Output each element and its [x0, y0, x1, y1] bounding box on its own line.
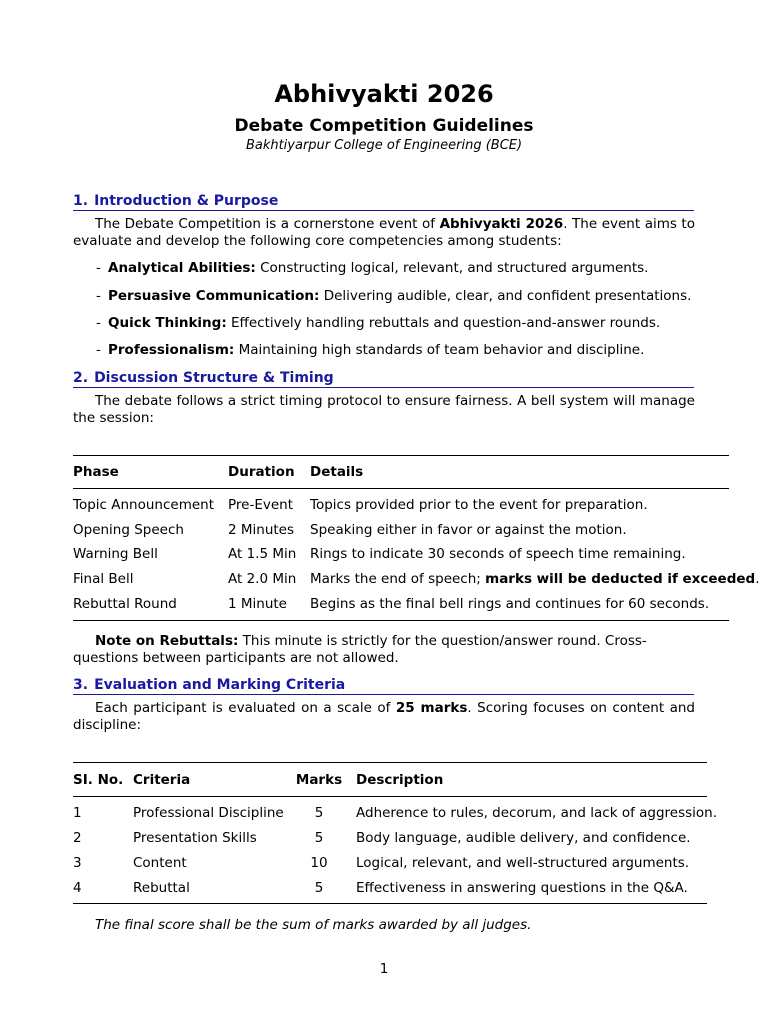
- note-label: Note on Rebuttals:: [95, 633, 239, 649]
- table-cell-duration: Pre-Event: [228, 497, 294, 513]
- table-top-rule: [73, 762, 707, 763]
- table-cell-marks: 5: [314, 805, 324, 821]
- page-number: 1: [379, 961, 389, 977]
- table-cell-details: Speaking either in favor or against the motion.: [310, 522, 627, 538]
- list-item-text: Maintaining high standards of team behavior and discipline.: [238, 342, 645, 358]
- table-cell-details: Begins as the final bell rings and continues for 60 seconds.: [310, 596, 710, 612]
- table-header: SI. No.: [73, 772, 124, 788]
- section-title: Evaluation and Marking Criteria: [94, 677, 346, 693]
- list-item-label: Analytical Abilities:: [108, 260, 256, 276]
- section-evaluation-paragraph: [73, 700, 695, 734]
- note-text: This minute is strictly for the question/answer round. Cross-questions between participants are not allowed.: [73, 633, 647, 666]
- section-introduction-paragraph: [73, 216, 695, 250]
- section-number: 1.: [73, 193, 89, 209]
- table-cell-duration: 1 Minute: [228, 596, 287, 612]
- list-item: - Persuasive Communication: Delivering audible, clear, and confident presentations.: [96, 288, 692, 304]
- table-header: Description: [356, 772, 444, 788]
- table-cell-phase: Warning Bell: [73, 546, 158, 562]
- paragraph-text: . Scoring focuses on content and discipline:: [73, 700, 695, 733]
- table-cell-no: 4: [73, 880, 82, 896]
- table-header: Marks: [295, 772, 343, 788]
- total-marks-bold: 25 marks: [395, 700, 468, 716]
- table-bottom-rule: [73, 620, 729, 621]
- details-bold-text: marks will be deducted if exceeded: [485, 571, 756, 587]
- section-heading-structure: [73, 370, 694, 388]
- section-title: Discussion Structure & Timing: [94, 370, 334, 386]
- table-cell-marks: 10: [310, 855, 328, 871]
- section-number: 2.: [73, 370, 89, 386]
- section-structure-paragraph: The debate follows a strict timing protocol to ensure fairness. A bell system will manage the session:: [73, 393, 695, 426]
- closing-statement: The final score shall be the sum of marks awarded by all judges.: [95, 917, 532, 933]
- table-cell-marks: 5: [314, 880, 324, 896]
- table-cell-description: Adherence to rules, decorum, and lack of aggression.: [356, 805, 718, 821]
- list-item-text: Constructing logical, relevant, and structured arguments.: [260, 260, 649, 276]
- table-cell-phase: Opening Speech: [73, 522, 184, 538]
- table-cell-criteria: Presentation Skills: [133, 830, 257, 846]
- paragraph-text: . The event aims to evaluate and develop the following core competencies among students:: [73, 216, 695, 249]
- table-cell-description: Body language, audible delivery, and confidence.: [356, 830, 691, 846]
- document-subtitle: Debate Competition Guidelines: [234, 116, 534, 136]
- list-item-text: Effectively handling rebuttals and question-and-answer rounds.: [231, 315, 661, 331]
- table-mid-rule: [73, 488, 729, 489]
- table-cell-details: Topics provided prior to the event for preparation.: [310, 497, 648, 513]
- table-cell-duration: 2 Minutes: [228, 522, 295, 538]
- section-number: 3.: [73, 677, 89, 693]
- table-cell-duration: At 1.5 Min: [228, 546, 297, 562]
- table-cell-description: Effectiveness in answering questions in the Q&A.: [356, 880, 688, 896]
- table-cell-duration: At 2.0 Min: [228, 571, 297, 587]
- details-text: .: [755, 571, 760, 587]
- table-cell-no: 1: [73, 805, 82, 821]
- list-item-label: Professionalism:: [108, 342, 235, 358]
- section-heading-introduction: [73, 193, 694, 211]
- table-cell-criteria: Rebuttal: [133, 880, 190, 896]
- details-text: Marks the end of speech;: [310, 571, 486, 587]
- table-cell-details: Rings to indicate 30 seconds of speech time remaining.: [310, 546, 686, 562]
- table-cell-no: 2: [73, 830, 82, 846]
- table-cell-no: 3: [73, 855, 82, 871]
- list-item-text: Delivering audible, clear, and confident presentations.: [323, 288, 692, 304]
- paragraph-text: The Debate Competition is a cornerstone event of: [95, 216, 440, 232]
- paragraph-text: Each participant is evaluated on a scale of: [95, 700, 396, 716]
- table-cell-criteria: Professional Discipline: [133, 805, 284, 821]
- list-item-label: Persuasive Communication:: [108, 288, 320, 304]
- table-cell-description: Logical, relevant, and well-structured arguments.: [356, 855, 690, 871]
- table-cell-phase: Rebuttal Round: [73, 596, 177, 612]
- section-heading-evaluation: [73, 677, 694, 695]
- table-bottom-rule: [73, 903, 707, 904]
- table-cell-criteria: Content: [133, 855, 187, 871]
- table-cell-details: [310, 571, 759, 587]
- institution-name: Bakhtiyarpur College of Engineering (BCE): [245, 138, 523, 153]
- table-header: Criteria: [133, 772, 191, 788]
- document-title: Abhivyakti 2026: [274, 80, 494, 108]
- table-cell-phase: Final Bell: [73, 571, 134, 587]
- table-header: Phase: [73, 464, 119, 480]
- section-title: Introduction & Purpose: [94, 193, 279, 209]
- table-cell-marks: 5: [314, 830, 324, 846]
- list-item: - Professionalism: Maintaining high standards of team behavior and discipline.: [96, 342, 645, 358]
- table-cell-phase: Topic Announcement: [73, 497, 214, 513]
- list-item-label: Quick Thinking:: [108, 315, 227, 331]
- table-header: Duration: [228, 464, 295, 480]
- table-top-rule: [73, 455, 729, 456]
- table-mid-rule: [73, 796, 707, 797]
- rebuttal-note: [73, 633, 695, 667]
- event-name-bold: Abhivyakti 2026: [439, 216, 564, 232]
- table-header: Details: [310, 464, 364, 480]
- list-item: - Analytical Abilities: Constructing logical, relevant, and structured arguments.: [96, 260, 649, 276]
- list-item: - Quick Thinking: Effectively handling rebuttals and question-and-answer rounds.: [96, 315, 661, 331]
